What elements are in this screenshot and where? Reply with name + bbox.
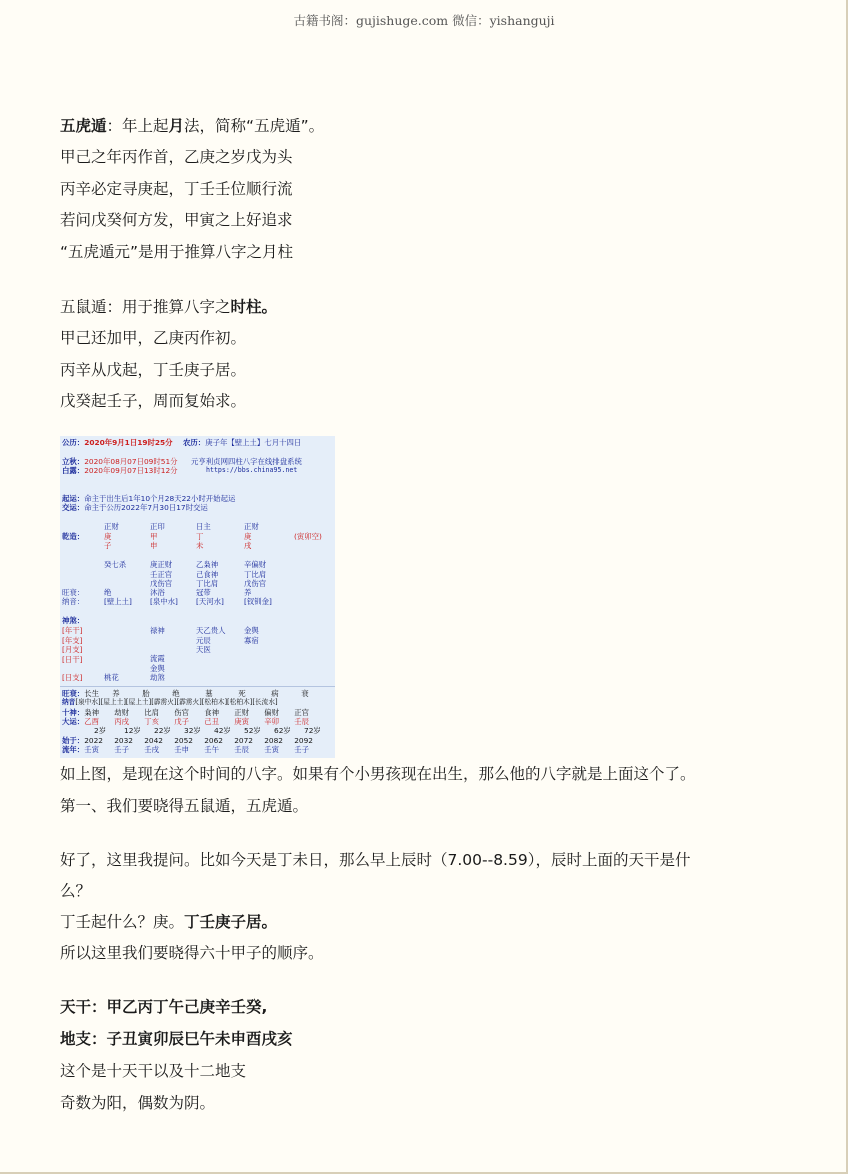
body-paragraph: 如上图，是现在这个时间的八字。如果有个小男孩现在出生，那么他的八字就是上面这个了。 <box>60 765 696 783</box>
qiyun-value: 命主于出生后1年10个月28天22小时开始起运 <box>84 494 236 503</box>
body-paragraph <box>60 912 277 932</box>
dy-cell: 劫财 <box>114 708 129 717</box>
dy-cell: 壬辰 <box>294 717 309 726</box>
dy-cell: 己丑 <box>204 717 219 726</box>
bailu-label: 白露： <box>62 466 85 475</box>
dy-cell: 养 <box>112 689 120 698</box>
dy-cell: 2岁 <box>94 726 107 735</box>
wushu-line: 丙辛从戊起，丁壬庚子居。 <box>60 361 247 379</box>
dy-cell: 2042 <box>144 736 163 745</box>
shensha-item: 寡宿 <box>244 635 259 645</box>
dy-cell: 72岁 <box>304 726 321 735</box>
nayin-item: [钗钏金] <box>244 597 272 606</box>
zhangsheng-item: 沐浴 <box>150 588 165 597</box>
wuhu-rest: 法，简称“五虎遁”。 <box>184 117 325 135</box>
dy-label: 流年： <box>62 745 85 754</box>
wuhu-yue: 月 <box>168 117 185 135</box>
dy-cell: 壬子 <box>114 745 129 754</box>
canggan-item: 辛偏财 <box>244 560 267 569</box>
shensha-rows <box>62 626 83 664</box>
canggan-item: 庚正财 <box>150 560 173 569</box>
dy-cell: 正官 <box>294 708 309 717</box>
dy-cell: 乙酉 <box>84 717 99 726</box>
bazi-chart <box>60 436 335 758</box>
dy-cell: 壬寅 <box>264 745 279 754</box>
pillar-gan: 庚 <box>244 531 252 541</box>
dy-cell: 12岁 <box>124 726 141 735</box>
dy-label: 纳音 <box>62 698 76 706</box>
body-paragraph: 好了，这里我提问。比如今天是丁未日，那么早上辰时（7.00--8.59），辰时上面的天干是什 <box>60 851 691 869</box>
dy-cell: 壬戌 <box>144 745 159 754</box>
dy-cell: 病 <box>271 689 279 698</box>
nayin-item: [泉中水] <box>150 597 178 606</box>
wuhu-heading <box>60 116 324 136</box>
canggan-day <box>196 560 218 589</box>
shensha-col <box>244 626 259 645</box>
dy-cell: 偏财 <box>264 708 279 717</box>
chart-divider <box>60 686 335 687</box>
dy-liunian-row <box>62 745 309 755</box>
shensha-col <box>196 626 226 655</box>
pillar-day <box>196 522 211 551</box>
shensha-item: 流霞 <box>150 654 165 663</box>
dy-cell: 长生 <box>84 689 99 698</box>
shensha-row-label: [月支] <box>62 645 83 655</box>
body-paragraph: 么？ <box>60 882 92 900</box>
shensha-item: 天医 <box>196 645 211 655</box>
wuhu-line: 丙辛必定寻庚起，丁壬壬位顺行流 <box>60 180 293 198</box>
body-bold: 丁壬庚子居。 <box>184 913 278 931</box>
canggan-item: 丁比肩 <box>196 579 219 589</box>
shensha-item: 金舆 <box>150 663 165 673</box>
kongwang: (寅卯空) <box>294 532 322 541</box>
bailu-row <box>62 466 178 476</box>
dy-cell: 壬寅 <box>84 745 99 754</box>
dy-cell: 胎 <box>142 689 150 698</box>
dy-cell: 62岁 <box>274 726 291 735</box>
wushu-line: 甲己还加甲，乙庚丙作初。 <box>60 329 247 347</box>
wuhu-line: “五虎遁元”是用于推算八字之月柱 <box>60 243 294 261</box>
dy-cell: 壬午 <box>204 745 219 754</box>
pillar-zhi: 子 <box>104 541 112 551</box>
nayin-item: [天河水] <box>196 597 224 606</box>
dy-label: 十神： <box>62 708 85 717</box>
shensha-item: 劫煞 <box>150 673 165 683</box>
pillar-year <box>104 522 119 551</box>
pillar-shishen: 正财 <box>244 522 259 531</box>
nayin-item: [壁上土] <box>104 597 132 606</box>
dy-cell: 2052 <box>174 736 193 745</box>
shensha-row-label: [年支] <box>62 635 83 645</box>
dy-cell: 2062 <box>204 736 223 745</box>
wushu-lead: 五鼠遁：用于推算八字之 <box>60 298 231 316</box>
dy-cell: 2072 <box>234 736 253 745</box>
pillar-zhi: 戌 <box>244 541 252 551</box>
canggan-item: 乙枭神 <box>196 560 219 569</box>
nayin-label: 纳音： <box>62 597 85 606</box>
wushu-bold: 时柱。 <box>230 298 278 316</box>
dy-cell: 丁亥 <box>144 717 159 726</box>
rizhi-label: [日支] <box>62 673 83 682</box>
nongli-value: 庚子年【壁上土】七月十四日 <box>205 438 302 447</box>
dy-cell: 死 <box>238 689 246 698</box>
zhangsheng-item: 冠带 <box>196 588 211 597</box>
dy-cell: 2082 <box>264 736 283 745</box>
dy-cell: 壬子 <box>294 745 309 754</box>
nongli-label: 农历： <box>183 438 206 447</box>
shensha-row-label: [日干] <box>62 654 83 664</box>
dy-cell: 42岁 <box>214 726 231 735</box>
canggan-item: 壬正官 <box>150 569 173 579</box>
pillar-shishen: 正印 <box>150 522 165 531</box>
dy-cell: 伤官 <box>174 708 189 717</box>
pillar-hour <box>244 522 259 551</box>
dy-cell: 枭神 <box>84 708 99 717</box>
dy-cell: 22岁 <box>154 726 171 735</box>
dy-cell: 辛卯 <box>264 717 279 726</box>
nongli-row <box>183 438 301 448</box>
wushu-heading <box>60 297 277 317</box>
dy-label: 大运： <box>62 717 85 726</box>
dy-cell: 2022 <box>84 736 103 745</box>
pillar-shishen: 日主 <box>196 522 211 531</box>
qiyun-label: 起运： <box>62 494 85 503</box>
dy-cell: 衰 <box>301 689 309 698</box>
pillar-zhi: 申 <box>150 541 158 551</box>
body-text: 丁壬起什么？庚。 <box>60 913 185 931</box>
rizhi-value: 桃花 <box>104 673 119 682</box>
jiaoyun-value: 命主于公历2022年7月30日17时交运 <box>84 503 208 512</box>
shensha-item: 天乙贵人 <box>196 626 226 635</box>
canggan-item: 癸七杀 <box>104 560 127 569</box>
body-paragraph: 奇数为阳，偶数为阴。 <box>60 1094 216 1112</box>
wangshuai-label: 旺衰： <box>62 588 85 597</box>
canggan-item: 戊伤官 <box>150 579 173 589</box>
dy-label: 始于： <box>62 736 85 745</box>
pillar-shishen: 正财 <box>104 522 119 531</box>
canggan-hour <box>244 560 266 589</box>
body-paragraph: 所以这里我们要晓得六十甲子的顺序。 <box>60 944 324 962</box>
canggan-year <box>104 560 126 570</box>
dy-cell: 正财 <box>234 708 249 717</box>
pillar-month <box>150 522 165 551</box>
bailu-value: 2020年09月07日13时12分 <box>84 466 178 475</box>
liqiu-value: 2020年08月07日09时51分 <box>84 457 178 466</box>
dy-cell: 壬申 <box>174 745 189 754</box>
wuhu-title: 五虎遁 <box>60 117 107 135</box>
shensha-label: 神煞： <box>62 616 85 625</box>
wuhu-sep: ：年上起 <box>106 117 169 135</box>
shensha-col <box>150 626 165 636</box>
pillar-gan: 庚 <box>104 531 112 541</box>
shensha-item: 元辰 <box>196 635 211 645</box>
shensha-item: 禄神 <box>150 626 165 635</box>
shensha-item: 金舆 <box>244 626 259 635</box>
dy-cell: 比肩 <box>144 708 159 717</box>
dy-cell: 墓 <box>205 689 213 698</box>
canggan-item: 丁比肩 <box>244 569 267 579</box>
gongli-row <box>62 438 173 448</box>
shensha-col <box>150 654 165 683</box>
dy-cell: 32岁 <box>184 726 201 735</box>
qianzao-label: 乾造： <box>62 532 85 541</box>
jiaoyun-label: 交运： <box>62 503 85 512</box>
wuhu-line: 甲己之年丙作首，乙庚之岁戊为头 <box>60 148 293 166</box>
dizhi-line: 地支：子丑寅卯辰巳午未申酉戌亥 <box>60 1030 293 1048</box>
gongli-label: 公历： <box>62 438 85 447</box>
dy-cell: 戊子 <box>174 717 189 726</box>
pillar-gan: 丁 <box>196 531 204 541</box>
pillar-zhi: 未 <box>196 541 204 551</box>
canggan-item: 戊伤官 <box>244 579 267 589</box>
dy-cell: 食神 <box>204 708 219 717</box>
dy-label: 旺衰： <box>62 689 85 698</box>
dy-cell: 壬辰 <box>234 745 249 754</box>
shensha-row-label: [年干] <box>62 626 83 635</box>
body-paragraph: 这个是十天干以及十二地支 <box>60 1062 247 1080</box>
wushu-line: 戊癸起壬子，周而复始求。 <box>60 392 247 410</box>
zhangsheng-item: 养 <box>244 588 252 597</box>
dy-age-row <box>94 726 321 736</box>
canggan-item: 己食神 <box>196 569 219 579</box>
liqiu-label: 立秋： <box>62 457 85 466</box>
pillar-gan: 甲 <box>150 531 158 541</box>
dy-nayin: [泉中水][屋上土][屋上土][霹雳火][霹雳火][松柏木][松柏木][长流水] <box>75 698 278 706</box>
body-paragraph: 第一、我们要晓得五鼠遁，五虎遁。 <box>60 797 309 815</box>
jiaoyun-row <box>62 503 208 513</box>
dy-cell: 52岁 <box>244 726 261 735</box>
zhangsheng-item: 绝 <box>104 588 112 597</box>
tiangan-line: 天干：甲乙丙丁午己庚辛壬癸, <box>60 998 268 1016</box>
gongli-value: 2020年9月1日19时25分 <box>84 438 173 447</box>
dy-cell: 庚寅 <box>234 717 249 726</box>
page-header: 古籍书阁：gujishuge.com 微信：yishanguji <box>293 13 555 28</box>
dy-cell: 2032 <box>114 736 133 745</box>
dy-cell: 丙戌 <box>114 717 129 726</box>
wuhu-line: 若问戊癸何方发，甲寅之上好追求 <box>60 211 293 229</box>
dy-cell: 绝 <box>172 689 180 698</box>
system-name: 元亨利贞网四柱八字在线排盘系统 <box>191 457 302 466</box>
dy-cell: 2092 <box>294 736 313 745</box>
dy-nayin-row <box>62 698 278 708</box>
system-url: https://bbs.china95.net <box>206 466 298 474</box>
canggan-month <box>150 560 172 589</box>
